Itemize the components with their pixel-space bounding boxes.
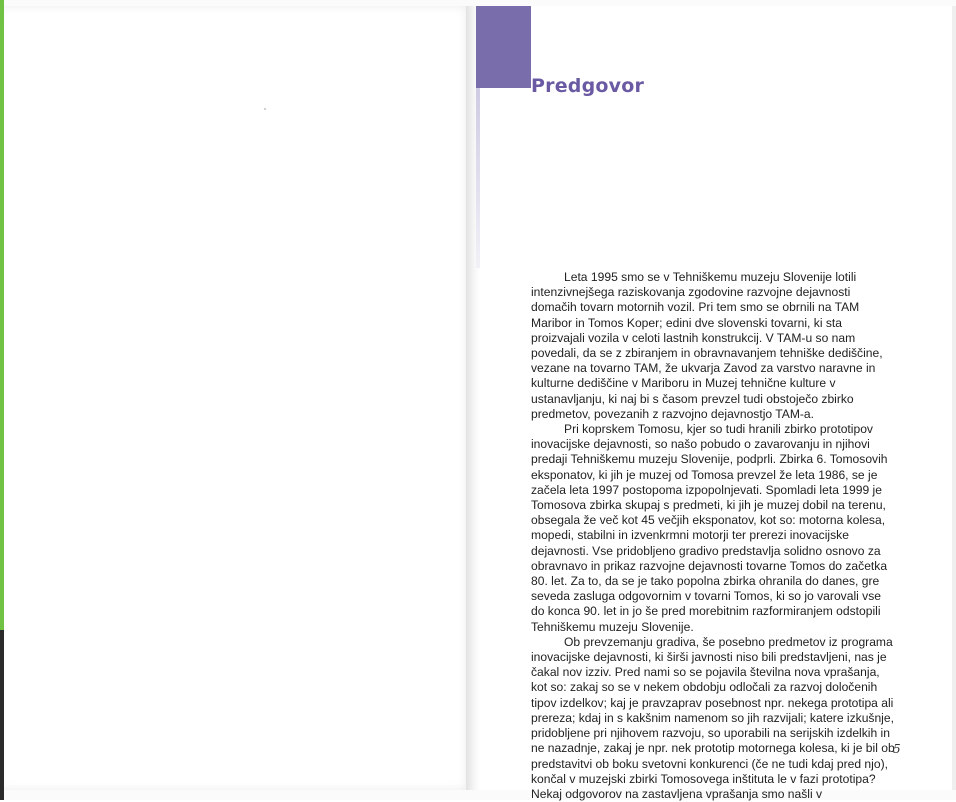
paragraph: Leta 1995 smo se v Tehniškemu muzeju Slovenije lotili intenzivnejšega raziskovanja zgodovine razvojne dejavnosti domačih tovarn motornih vozil. Pri tem smo se obrnili na TAM Maribor in Tomos Koper; edini dve slovenski tovarni, ki sta proizvajali vozila v celoti lastnih konstrukcij. V TAM-u so nam povedali, da se z zbiranjem in obravnavanjem tehniške dediščine, vezane na tovarno TAM, že ukvarja Zavod za varstvo naravne in kulturne dediščine v Mariboru in Muzej tehnične kulture v ustanavljanju, ki naj bi s časom prevzel tudi obstoječo zbirko predmetov, povezanih z razvojno dejavnostjo TAM-a. [531,270,883,421]
chapter-title: Predgovor [531,75,645,97]
left-page-blank [4,6,472,790]
paragraph: Ob prevzemanju gradiva, še posebno predmetov iz programa inovacijske dejavnosti, ki širši javnosti niso bili predstavljeni, nas je čakal nov izziv. Pred nami so se pojavila številna nova vprašanja, kot so: zakaj so se v nekem obdobju odločali za razvoj določenih tipov izdelkov; kaj je pravzaprav posebnost npr. nekega prototipa ali prereza; kdaj in s kakšnim namenom so jih razvijali; katere izkušnje, pridobljene pri njihovem razvoju, so uporabili na serijskih izdelkih in ne nazadnje, zakaj je npr. nek prototip motornega kolesa, ki je bil ob predstavitvi ob boku svetovni konkurenci (če ne tudi kdaj pred njo), končal v muzejski zbirki Tomosovega inštituta le v fazi prototipa? Nekaj odgovorov na zastavljena vprašanja smo našli v [531,634,895,801]
chapter-accent-strip [476,88,480,268]
right-page-edge [952,6,956,790]
body-text [531,270,897,802]
page-number: 5 [893,742,901,756]
page-speck [264,108,266,110]
chapter-accent-block [476,6,531,88]
paragraph: Pri koprskem Tomosu, kjer so tudi hranili zbirko prototipov inovacijske dejavnosti, so našo pobudo o zavarovanju in njihovi predaji Tehniškemu muzeju Slovenije, podprli. Zbirka 6. Tomosovih eksponatov, ki jih je muzej od Tomosa prevzel že leta 1986, se je začela leta 1997 postopoma izpopolnjevati. Spomladi leta 1999 je Tomosova zbirka skupaj s predmeti, ki jih je muzej dobil na terenu, obsegala že več kot 45 večjih eksponatov, kot so: motorna kolesa, mopedi, stabilni in izvenkrmni motorji ter prerezi inovacijske dejavnosti. Vse pridobljeno gradivo predstavlja solidno osnovo za obravnavo in prikaz razvojne dejavnosti tovarne Tomos do začetka 80. let. Za to, da se je tako popolna zbirka ohranila do danes, gre seveda zasluga odgovornim v tovarni Tomos, ki so jo varovali vse do konca 90. let in jo še pred morebitnim razformiranjem odstopili Tehniškemu muzeju Slovenije. [531,422,888,634]
